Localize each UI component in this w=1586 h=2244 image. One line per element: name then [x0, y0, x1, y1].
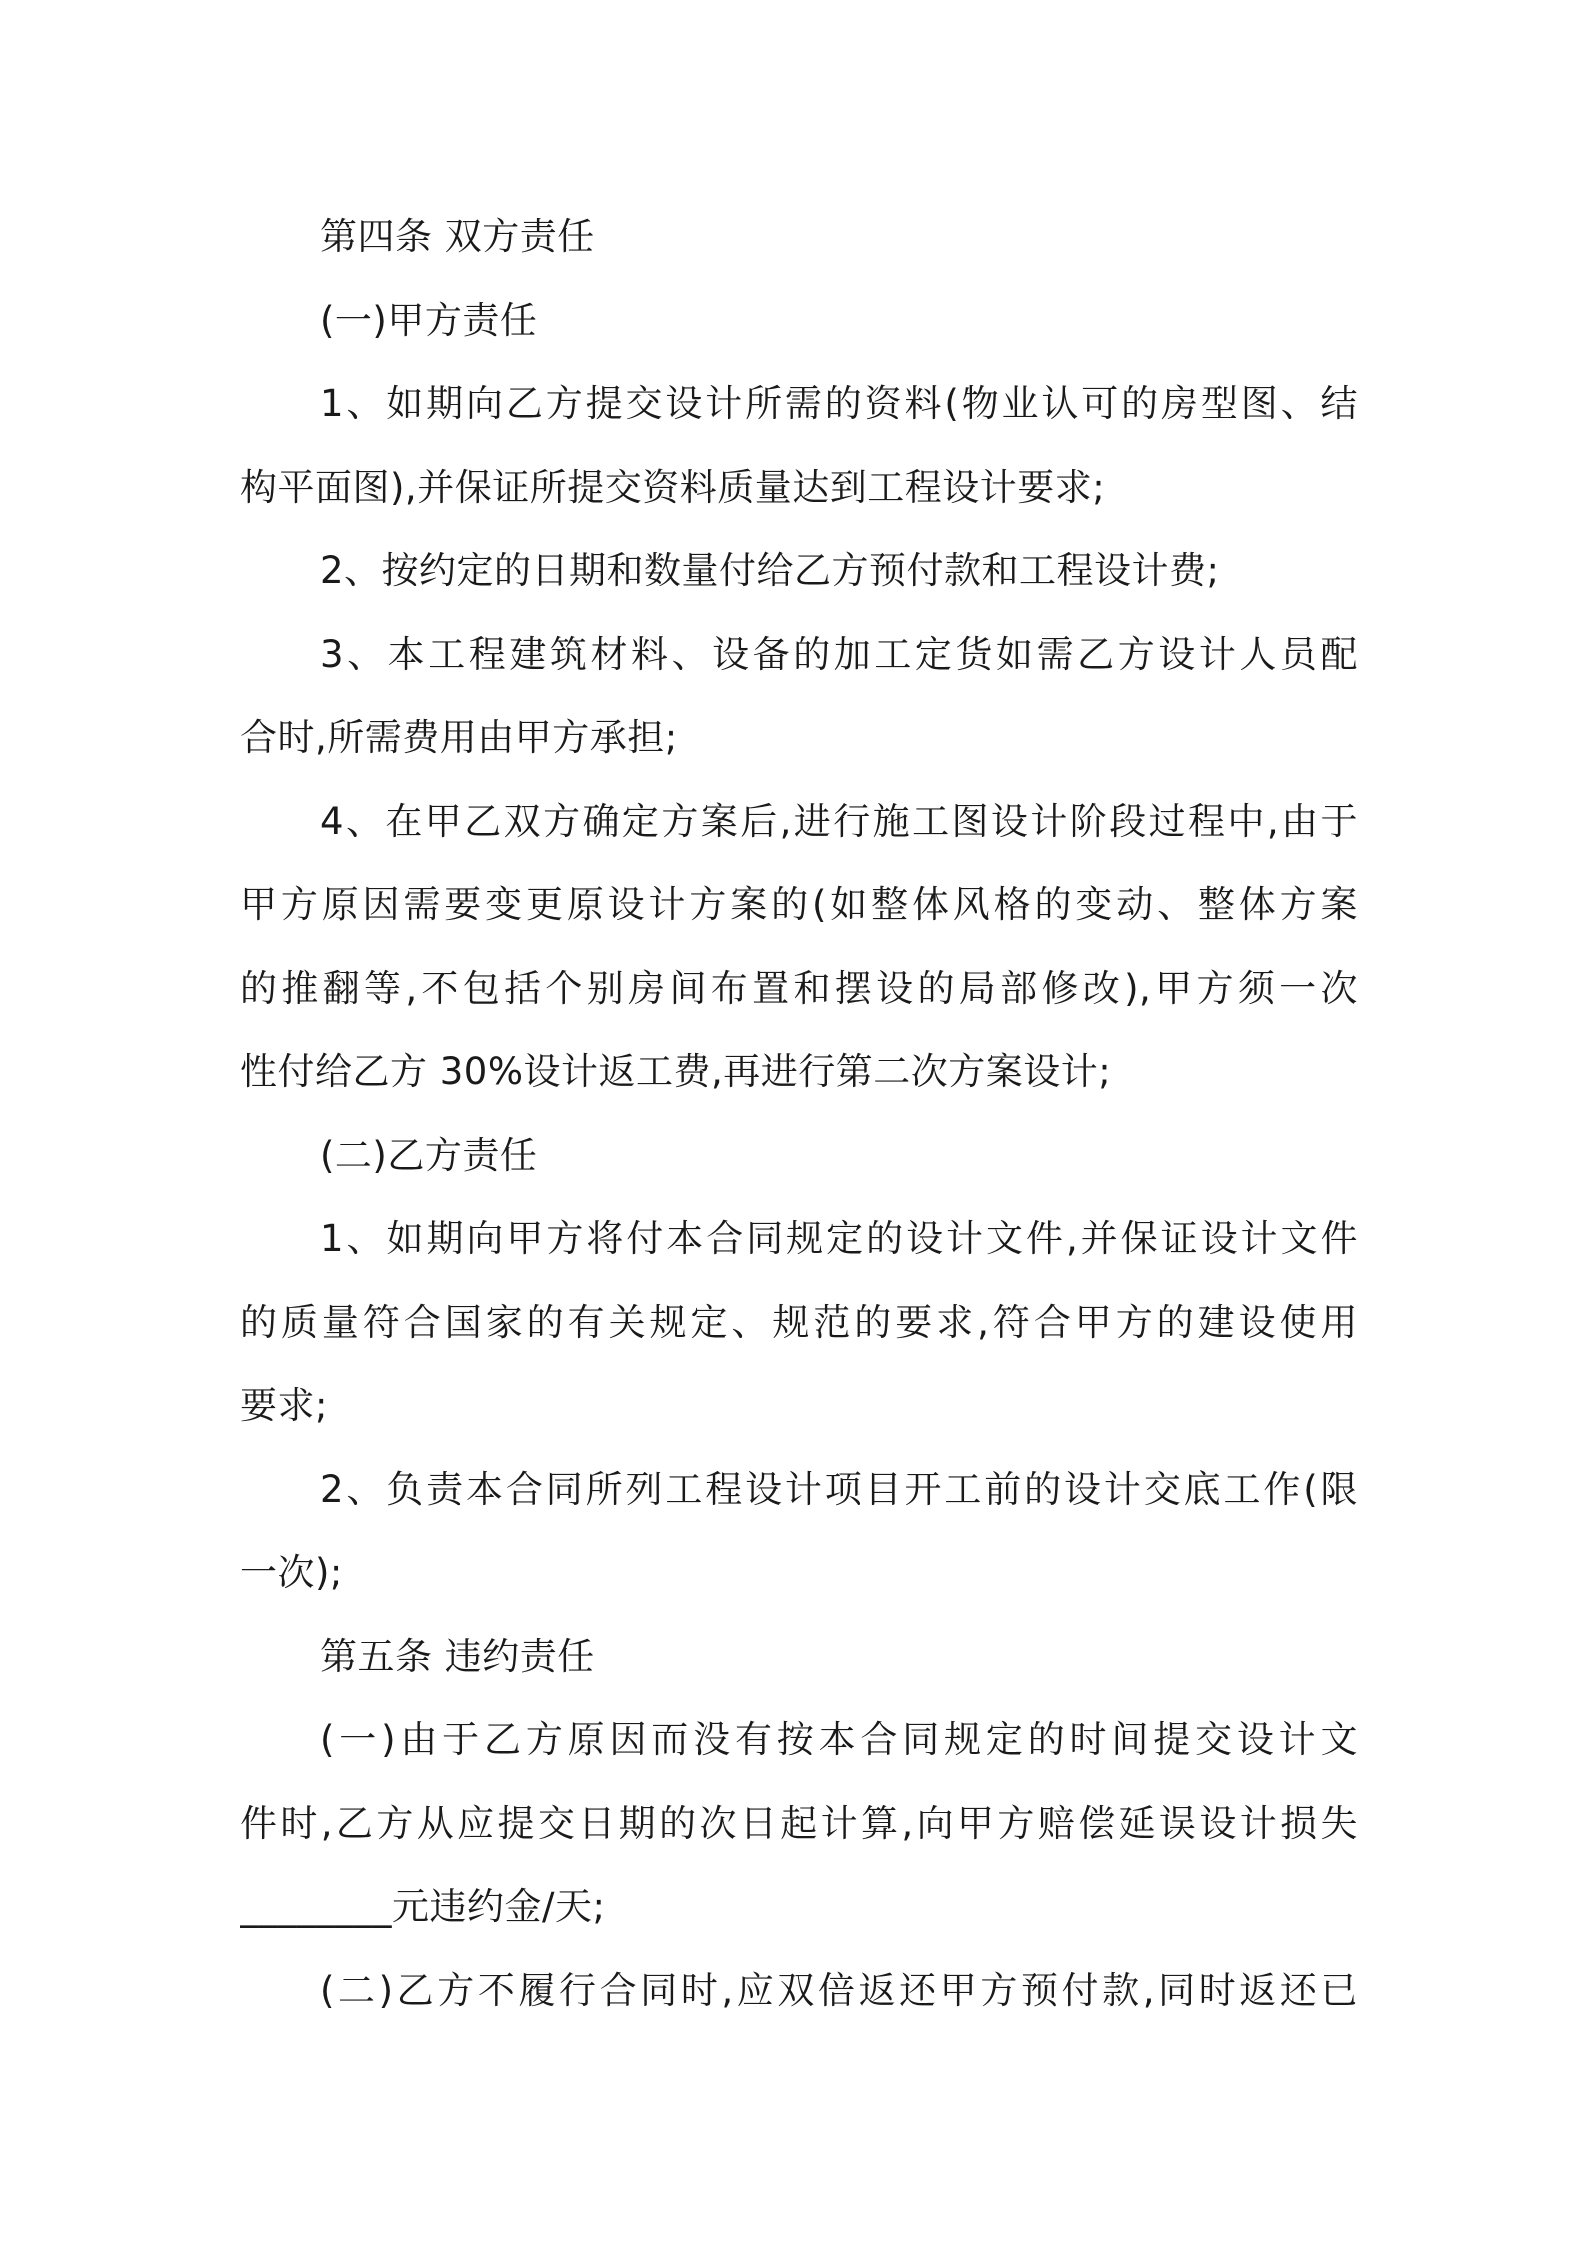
section-heading-article-4: 第四条 双方责任 — [320, 215, 595, 258]
paragraph-line: 1、如期向乙方提交设计所需的资料(物业认可的房型图、结 — [320, 382, 1358, 425]
paragraph-line: 2、负责本合同所列工程设计项目开工前的设计交底工作(限 — [320, 1467, 1358, 1511]
paragraph-line: 件时,乙方从应提交日期的次日起计算,向甲方赔偿延误设计损失 — [240, 1801, 1358, 1845]
subsection-heading-party-a: (一)甲方责任 — [320, 298, 538, 342]
paragraph-line: 性付给乙方 30%设计返工费,再进行第二次方案设计; — [240, 1050, 1112, 1093]
paragraph-line: ________元违约金/天; — [240, 1885, 606, 1928]
paragraph-line: 2、按约定的日期和数量付给乙方预付款和工程设计费; — [320, 549, 1220, 592]
paragraph-line: 的推翻等,不包括个别房间布置和摆设的局部修改),甲方须一次 — [240, 966, 1358, 1010]
subsection-heading-party-b: (二)乙方责任 — [320, 1133, 538, 1177]
paragraph-line: 的质量符合国家的有关规定、规范的要求,符合甲方的建设使用 — [240, 1300, 1358, 1344]
paragraph-line: 构平面图),并保证所提交资料质量达到工程设计要求; — [240, 465, 1106, 509]
paragraph-line: (一)由于乙方原因而没有按本合同规定的时间提交设计文 — [320, 1718, 1358, 1761]
paragraph-line: 合时,所需费用由甲方承担; — [240, 716, 678, 759]
paragraph-line: 4、在甲乙双方确定方案后,进行施工图设计阶段过程中,由于 — [320, 799, 1358, 843]
paragraph-line: (二)乙方不履行合同时,应双倍返还甲方预付款,同时返还已 — [320, 1968, 1358, 2012]
paragraph-line: 要求; — [240, 1384, 328, 1427]
paragraph-line: 3、本工程建筑材料、设备的加工定货如需乙方设计人员配 — [320, 632, 1358, 676]
section-heading-article-5: 第五条 违约责任 — [320, 1634, 595, 1678]
contract-body — [240, 195, 1358, 2032]
paragraph-line: 甲方原因需要变更原设计方案的(如整体风格的变动、整体方案 — [240, 883, 1358, 926]
paragraph-line: 1、如期向甲方将付本合同规定的设计文件,并保证设计文件 — [320, 1217, 1358, 1260]
paragraph-line: 一次); — [240, 1551, 343, 1594]
